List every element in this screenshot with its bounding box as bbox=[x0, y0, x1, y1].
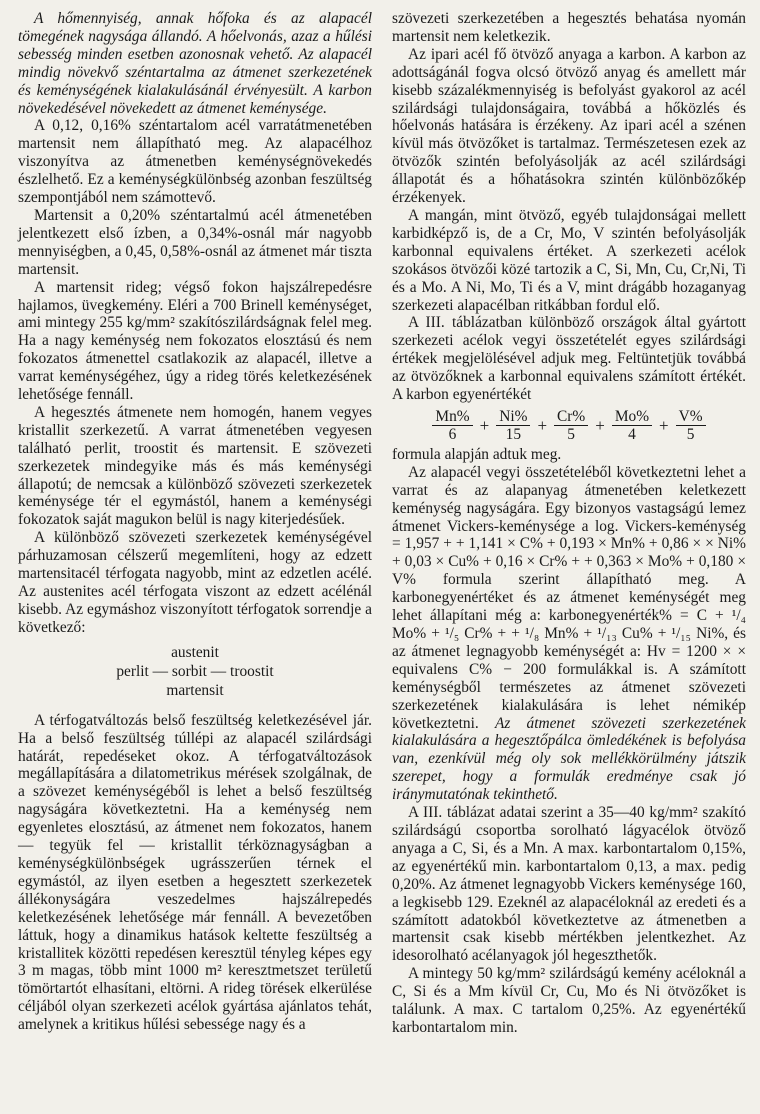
paragraph: A mangán, mint ötvöző, egyéb tulajdonságai mellett karbidképző is, de a Cr, Mo, V szintén befolyásolják karbonnal equivalens értéket. A szerkezeti acélok szokásos ötvözői közé tartozik a C, Si, Mn, Cu, Cr,Ni, Ti és a Mo. A Ni, Mo, Ti és a V, mint drágább hozaganyag szerkezeti alapacélban ritkábban fordul elő. bbox=[392, 206, 746, 314]
paragraph: A térfogatváltozás belső feszültség keletkezésével jár. Ha a belső feszültség túllépi az alapacél szilárdsági határát, repedéseket okoz. A térfogatváltozások megállapítására a dilatometrikus mérések szolgálnak, de a szövezet keménységéből is lehet a belső feszültség nagyságára következtetni. Ha a keménység nem egyenletes elosztású, az átmenet nem fokozatos, hanem — tegyük fel — kristallit térköznagyságban a keménységkülönbségek ugrásszerűen térnek el egymástól, az ilyen esetben a hegesztett szerkezetek állékonyságára veszedelmes hajszálrepedés keletkezésének lehetősége már fennáll. A bevezetőben láttuk, hogy a dinamikus hatások keltette feszültség a kristallitek közötti repedésen keresztül tényleg képes egy 3 m magas, több mint 1000 m² keresztmetszet területű tömörtartót elhasítani, eltörni. A rideg törések elkerülése céljából olyan szerkezeti acélok gyártása ajánlatos tehát, amelynek a kritikus hűlési sebessége nagy és a bbox=[18, 711, 372, 1034]
carbon-equivalent-formula bbox=[392, 408, 746, 444]
plus-sign: + bbox=[537, 415, 548, 435]
fraction bbox=[496, 408, 530, 444]
paragraph: A különböző szövezeti szerkezetek keménységével párhuzamosan célszerű megemlíteni, hogy az edzett martensitacél térfogata nagyobb, mint az edzetlen acélé. Az austenites acél térfogata viszont az edzett acélénál kisebb. Az egymáshoz viszonyított térfogatok sorrendje a következő: bbox=[18, 529, 372, 636]
italic-note: Az átmenet szövezeti szerkezetének kialakulására a hegesztőpálca ömledékének is befolyása van, ezenkívül még oly sok mellékkörülmény játszik szerepet, hogy a formulák eredménye csak jó iránymutatónak tekinthető. bbox=[392, 714, 746, 804]
fraction bbox=[612, 408, 652, 444]
numerator: Cr% bbox=[554, 408, 588, 426]
paragraph: A mintegy 50 kg/mm² szilárdságú kemény acéloknál a C, Si és a Mm kívül Cr, Cu, Mo és Ni ötvözőket is találunk. A max. C tartalom 0,25%. Az egyenértékű karbontartalom min. bbox=[392, 965, 746, 1036]
denominator: 4 bbox=[628, 425, 636, 443]
plus-sign: + bbox=[659, 415, 669, 435]
numerator: Ni% bbox=[496, 408, 530, 426]
right-column bbox=[392, 10, 746, 1037]
intro-paragraph: A hőmennyiség, annak hőfoka és az alapacél tömegének nagysága állandó. A hőelvonás, azaz a hűlési sebesség minden esetben azonosnak vehető. Az alapacél mindig növekvő széntartalma az átmenet szerkezetének és keménységének kialakulásánál érvényesült. A karbon növekedésével növekedett az átmenet keménysége. bbox=[18, 10, 372, 117]
fraction bbox=[554, 408, 588, 444]
paragraph bbox=[392, 464, 746, 804]
numerator: Mo% bbox=[612, 408, 652, 426]
order-line: austenit bbox=[171, 643, 219, 661]
denominator: 5 bbox=[686, 425, 695, 443]
paragraph-continuation: formula alapján adtuk meg. bbox=[392, 445, 562, 463]
denominator: 5 bbox=[567, 425, 575, 443]
fraction bbox=[432, 408, 472, 444]
numerator: V% bbox=[676, 408, 706, 426]
plus-sign: + bbox=[595, 415, 605, 435]
paragraph: Az ipari acél fő ötvöző anyaga a karbon. A karbon az adottságánál fogva olcsó ötvöző anyag és amellett már kisebb százalékmennyiség is befolyást gyakorol az acél szilárdsági tulajdonságaira, továbbá a hőközlés és hőelvonás hatására is érzékeny. Az ipari acél a szénen kívül más ötvözőket is tartalmaz. Természetesen ezek az ötvözők szintén befolyásolják az acél szilárdsági állapotát és a hőhatásokra szintén különbözőkép érzékenyek. bbox=[392, 45, 746, 207]
paragraph: Martensit a 0,20% széntartalmú acél átmenetében jelentkezett első ízben, a 0,34%-osnál már nagyobb mennyiségben, a 0,45, 0,58%-osnál az átmenet már tiszta martensit. bbox=[18, 206, 372, 278]
paragraph-continuation: szövezeti szerkezetében a hegesztés behatása nyomán martensit nem keletkezik. bbox=[392, 10, 746, 45]
paragraph: A 0,12, 0,16% széntartalom acél varratátmenetében martensit nem állapítható meg. Az alapacélhoz viszonyítva az átmenetben keménységnövekedés észlelhető. Ez a keménységkülönbség azonban feszültség szempontjából nem számottevő. bbox=[18, 117, 372, 207]
plus-sign: + bbox=[479, 415, 490, 435]
paragraph: A III. táblázatban különböző országok által gyártott szerkezeti acélok vegyi összetételét egyes szilárdsági értékek megjelölésével adjuk meg. Feltüntetjük továbbá az ötvözőknek a karbonnal equivalens számított értékét. A karbon egyenértékét bbox=[392, 314, 746, 404]
paragraph: A hegesztés átmenete nem homogén, hanem vegyes kristallit szerkezetű. A varrat átmenetében vegyesen található perlit, troostit és martensit. E szövezeti szerkezetek mindegyike más és más keménységi állapotú; de nemcsak a különböző szövezeti szerkezetek keménysége tér el egymástól, hanem a keménységi fokozatok saját magukon belül is nagy kiterjedésűek. bbox=[18, 403, 372, 529]
volume-order-list bbox=[18, 643, 372, 700]
denominator: 15 bbox=[505, 425, 522, 443]
order-line: martensit bbox=[166, 681, 224, 699]
denominator: 6 bbox=[448, 425, 457, 443]
left-column bbox=[18, 10, 372, 1034]
paragraph-text: Az alapacél vegyi összetételéből következtetni lehet a varrat és az alapanyag átmenetében keletkezett keménység nagyságára. Egy bizonyos vastagságú lemez átmenet Vickers-keménysége a log. Vickers-keménység = 1,957 + + 1,141 × C% + 0,193 × Mn% + 0,86 × × Ni% + 0,03 × Cu% + 0,16 × Cr% + + 0,363 × Mo% + 0,180 × V% formula szerint állapítható meg. A karbonegyenértéket és az átmenet keménységét meg lehet állapítani még a: karbonegyenérték% = C + ¹/₄ Mo% + ¹/₅ Cr% + + ¹/₈ Mn% + ¹/₁₃ Cu% + ¹/₁₅ Ni%, és az átmenet legnagyobb keménységét a: Hv = 1200 × × equivalens C% − 200 formulákkal is. A számított keménységből természetes az átmenet szövezeti szerkezetének kialakulására is lehet némikép következtetni. bbox=[392, 463, 746, 732]
paragraph: A III. táblázat adatai szerint a 35—40 kg/mm² szakító szilárdságú csoportba sorolható lágyacélok ötvöző anyaga a C, Si, és a Mn. A max. karbontartalom 0,15%, az egyenértékű min. karbontartalom 0,13, a max. pedig 0,20%. Az átmenet legnagyobb Vickers keménysége 160, a legkisebb 129. Ezeknél az alapacéloknál az eredeti és a számított adatokból következtetve az átmenetben a martensit csak kisebb mértékben jelentkezhet. Az idesorolható acélanyagok jól hegeszthetők. bbox=[392, 804, 746, 965]
paragraph: A martensit rideg; végső fokon hajszálrepedésre hajlamos, üvegkemény. Eléri a 700 Brinell keménységet, ami mintegy 255 kg/mm² szakítószilárdságnak felel meg. Ha a nagy keménység nem fokozatos elosztású és nem fokozatos átmenettel csatlakozik az alapacél, illetve a varrat keménységéhez, úgy a rideg törés keletkezésének lehetősége fennáll. bbox=[18, 278, 372, 404]
order-line: perlit — sorbit — troostit bbox=[116, 662, 274, 680]
fraction bbox=[676, 408, 706, 444]
numerator: Mn% bbox=[432, 408, 472, 426]
